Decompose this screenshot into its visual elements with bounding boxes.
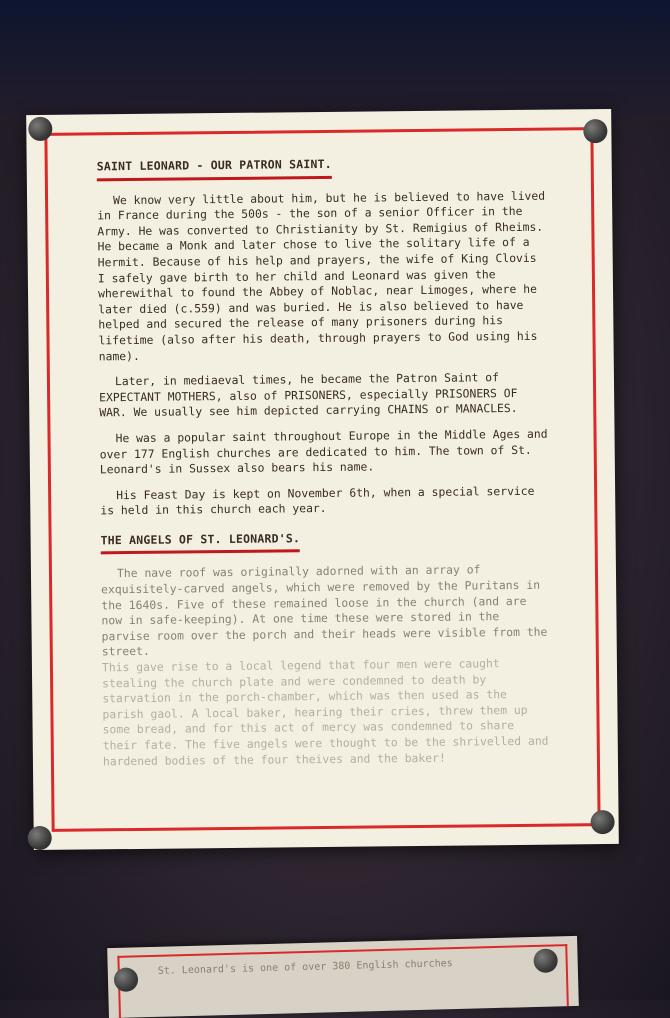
- wall-background: [0, 0, 670, 120]
- paragraph-feast-day: His Feast Day is kept on November 6th, when a special service is held in this church each year.: [100, 483, 535, 518]
- pin-bottom-right: [590, 810, 614, 834]
- paragraph-angels-a: The nave roof was originally adorned with an array of exquisitely-carved angels, which were removed by the Puritans in the 1640s. Five of these remained loose in the church (and are now in safe-keeping). At one time these were stored in the parvise room over the porch and their heads were visible from the street.: [101, 562, 548, 659]
- pin-top-left: [28, 117, 52, 141]
- paragraph-popularity: He was a popular saint throughout Europe in the Middle Ages and over 177 English churches are dedicated to him. The town of St. Leonard's in Sussex also bears his name.: [99, 426, 548, 477]
- notice-sheet: [26, 109, 619, 850]
- paragraph-patron: Later, in mediaeval times, he became the Patron Saint of EXPECTANT MOTHERS, also of PRISONERS, especially PRISONERS OF WAR. We usually see him depicted carrying CHAINS or MANACLES.: [99, 370, 518, 420]
- section-heading-patron: SAINT LEONARD - OUR PATRON SAINT.: [97, 157, 332, 181]
- pin-bottom-left: [28, 826, 52, 850]
- pin-top-right: [583, 119, 607, 143]
- section-heading-angels: THE ANGELS OF ST. LEONARD'S.: [101, 531, 301, 555]
- paragraph-angels-b: This gave rise to a local legend that four men were caught stealing the church plate and were condemned to death by starvation in the porch-chamber, which was then used as the parish gaol. A local baker, hearing their cries, threw them up some bread, and for this act of mercy was condemned to share their fate. The five angels were thought to be the shrivelled and hardened bodies of the four theives and the baker!: [101, 656, 549, 768]
- paragraph-history: We know very little about him, but he is believed to have lived in France during the 500s - the son of a senior Officer in the Army. He was converted to Christianity by St. Remigius of Rheims. He became a Monk and later chose to live the solitary life of a Hermit. Because of his help and prayers, the wife of King Clovis I safely gave birth to her child and Leonard was given the wherewithal to found the Abbey of Noblac, near Limoges, where he later died (c.559) and was buried. He is also believed to have helped and secured the release of many prisoners during his lifetime (also after his death, through prayers to God using his name).: [97, 188, 546, 363]
- notice-text: [97, 155, 554, 820]
- bottom-notice-card: [107, 936, 579, 1018]
- bottom-card-text: St. Leonard's is one of over 380 English churches: [157, 958, 453, 977]
